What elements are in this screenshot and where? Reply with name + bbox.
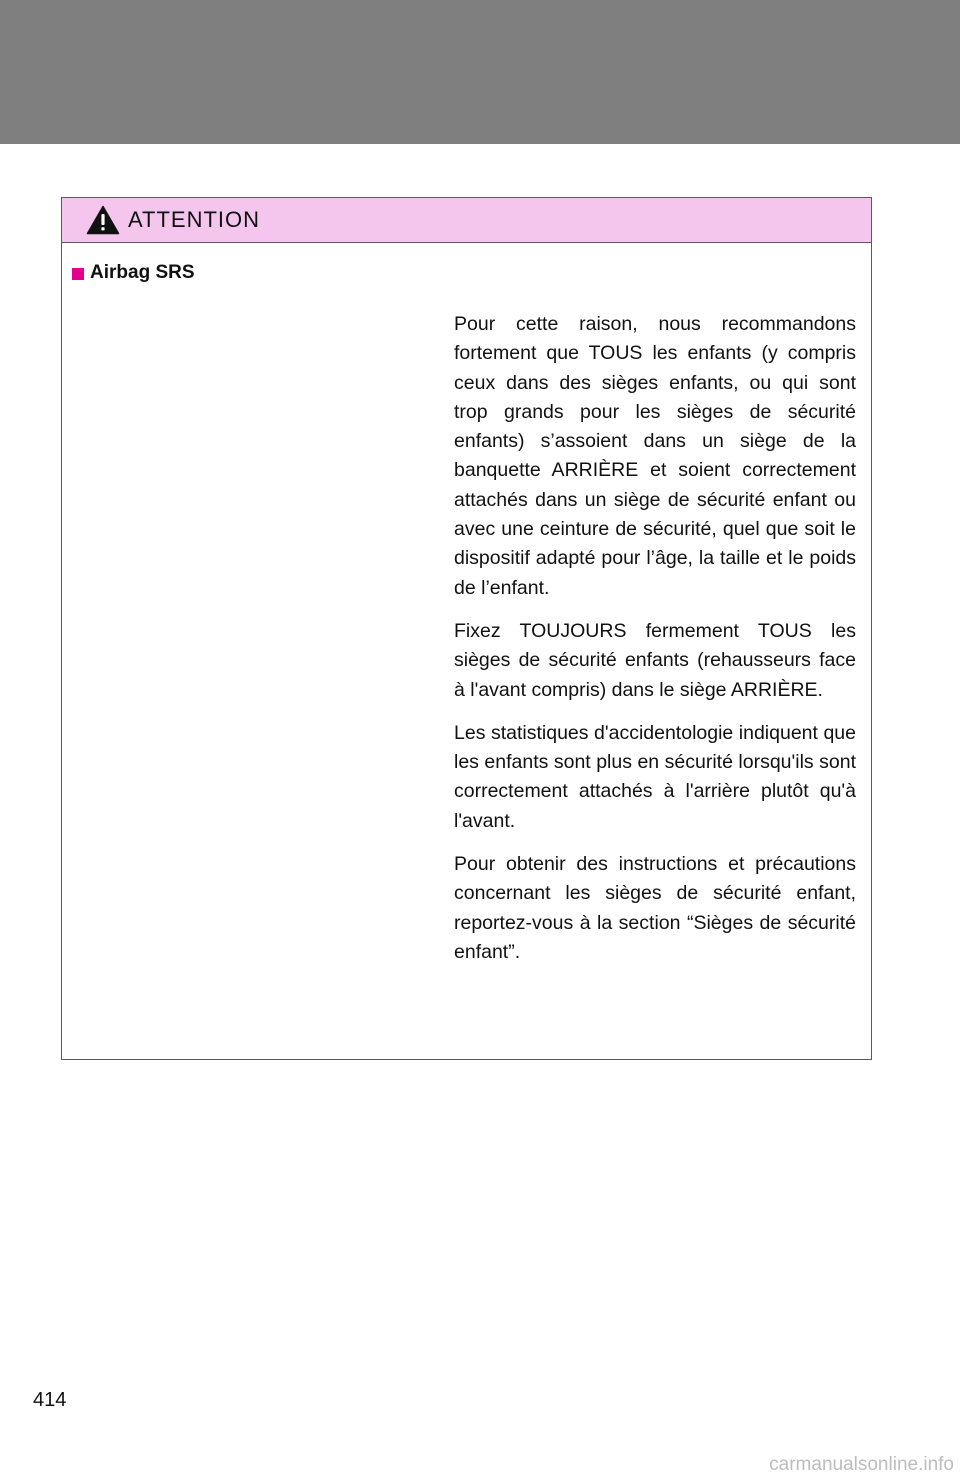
body-text-column: [454, 310, 856, 981]
heading-square-icon: [72, 268, 84, 280]
section-heading: [72, 262, 195, 284]
warning-triangle-icon: [86, 205, 120, 235]
caution-header: [62, 198, 871, 243]
top-band: [0, 0, 960, 144]
caution-box: [61, 197, 872, 1060]
body-paragraph: Fixez TOUJOURS fermement TOUS les sièges de sécurité enfants (rehausseurs face à l'avant compris) dans le siège ARRIÈRE.: [454, 619, 856, 701]
body-paragraph: Pour cette raison, nous recommandons fortement que TOUS les enfants (y compris ceux dans des sièges enfants, ou qui sont trop grands pour les sièges de sécurité enfants) s’assoient dans un siège de la banquette ARRIÈRE et soient correctement attachés dans un siège de sécurité enfant ou avec une ceinture de sécurité, quel que soit le dispositif adapté pour l’âge, la taille et le poids de l’enfant.: [454, 313, 856, 599]
caution-title: ATTENTION: [128, 207, 261, 232]
section-heading-text: Airbag SRS: [90, 262, 195, 283]
body-paragraph: Pour obtenir des instructions et précautions concernant les sièges de sécurité enfant, reportez-vous à la section “Sièges de sécurité enfant”.: [454, 853, 856, 963]
page-number: 414: [33, 1389, 67, 1411]
watermark: carmanualsonline.info: [769, 1454, 954, 1475]
body-paragraph: Les statistiques d'accidentologie indiquent que les enfants sont plus en sécurité lorsqu'ils sont correctement attachés à l'arrière plutôt qu'à l'avant.: [454, 721, 856, 832]
